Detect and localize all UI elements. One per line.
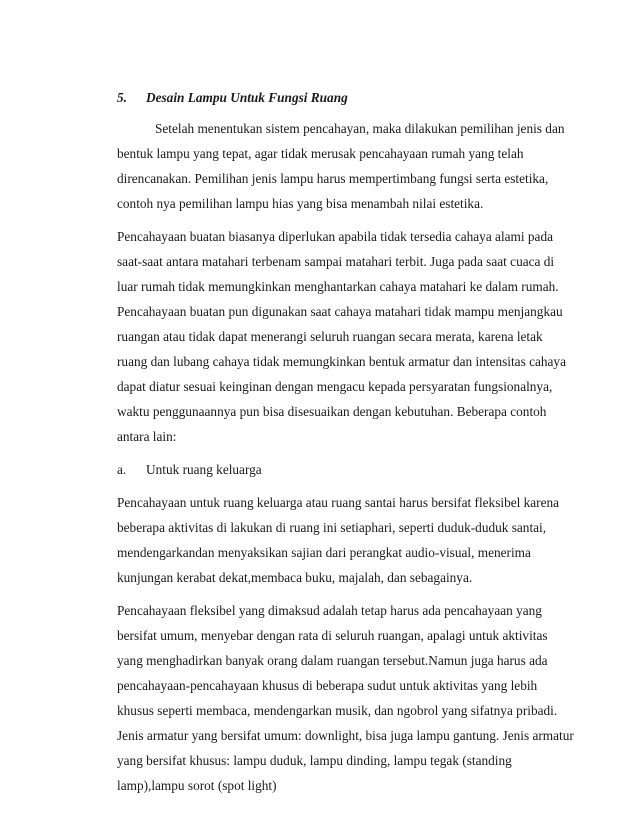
text-line: dapat diatur sesuai keinginan dengan mengacu kepada persyaratan fungsionalnya,: [117, 379, 553, 394]
subheading-text: Untuk ruang keluarga: [146, 462, 262, 477]
text-line: waktu penggunaannya pun bisa disesuaikan dengan kebutuhan. Beberapa contoh: [117, 404, 547, 419]
text-line: pencahayaan-pencahayaan khusus di beberapa sudut untuk aktivitas yang lebih: [117, 678, 538, 693]
text-line: Pencahayaan fleksibel yang dimaksud adalah tetap harus ada pencahayaan yang: [117, 603, 542, 618]
text-line: Pencahayaan buatan pun digunakan saat cahaya matahari tidak mampu menjangkau: [117, 304, 563, 319]
section-number: 5.: [117, 90, 127, 105]
text-line: lamp),lampu sorot (spot light): [117, 778, 277, 793]
text-line: bentuk lampu yang tepat, agar tidak merusak pencahayaan rumah yang telah: [117, 146, 524, 161]
text-line: khusus seperti membaca, mendengarkan musik, dan ngobrol yang sifatnya pribadi.: [117, 703, 558, 718]
text-line: ruang dan lubang cahaya tidak memungkinkan bentuk armatur dan intensitas cahaya: [117, 354, 566, 369]
text-line: contoh nya pemilihan lampu hias yang bisa menambah nilai estetika.: [117, 196, 484, 211]
text-line: saat-saat antara matahari terbenam sampai matahari terbit. Juga pada saat cuaca di: [117, 254, 555, 269]
text-line: direncanakan. Pemilihan jenis lampu harus mempertimbang fungsi serta estetika,: [117, 171, 549, 186]
text-line: yang bersifat khusus: lampu duduk, lampu dinding, lampu tegak (standing: [117, 753, 512, 768]
subheading-label: a.: [117, 462, 127, 477]
text-line: ruangan atau tidak dapat menerangi seluruh ruangan secara merata, karena letak: [117, 329, 543, 344]
text-line: antara lain:: [117, 429, 177, 444]
text-line: yang menghadirkan banyak orang dalam ruangan tersebut.Namun juga harus ada: [117, 653, 548, 668]
text-line: Pencahayaan buatan biasanya diperlukan apabila tidak tersedia cahaya alami pada: [117, 229, 554, 244]
text-line: kunjungan kerabat dekat,membaca buku, majalah, dan sebagainya.: [117, 570, 473, 585]
text-line: beberapa aktivitas di lakukan di ruang ini setiaphari, seperti duduk-duduk santai,: [117, 520, 547, 535]
text-line: bersifat umum, menyebar dengan rata di seluruh ruangan, apalagi untuk aktivitas: [117, 628, 548, 643]
text-line: Pencahayaan untuk ruang keluarga atau ruang santai harus bersifat fleksibel karena: [117, 495, 560, 510]
text-line: Jenis armatur yang bersifat umum: downlight, bisa juga lampu gantung. Jenis armatur: [117, 728, 574, 743]
text-line: Setelah menentukan sistem pencahayan, maka dilakukan pemilihan jenis dan: [155, 121, 565, 136]
text-line: mendengarkandan menyaksikan sajian dari perangkat audio-visual, menerima: [117, 545, 531, 560]
section-title: Desain Lampu Untuk Fungsi Ruang: [146, 90, 348, 105]
text-line: luar rumah tidak memungkinkan menghantarkan cahaya matahari ke dalam rumah.: [117, 279, 559, 294]
